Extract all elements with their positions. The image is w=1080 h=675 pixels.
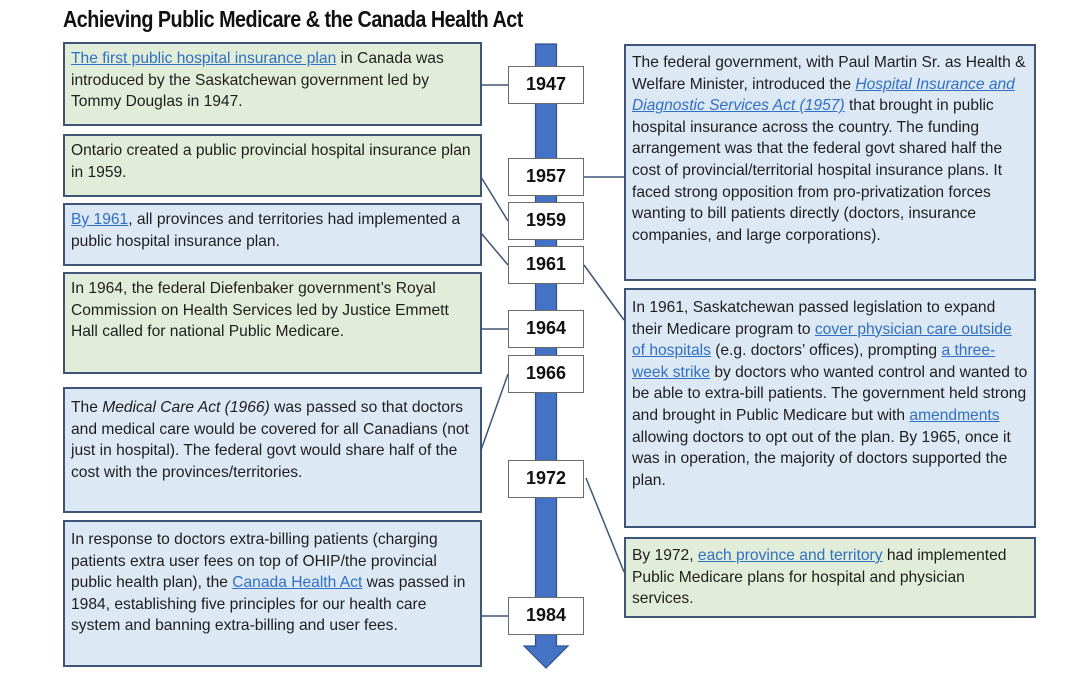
- event-text: that brought in public hospital insurance across the country. The funding arrangement was that the federal govt shared half the cost of provincial/territorial hospital insurance plans. It faced strong opposition from pro-privatization forces wanting to bill patients directly (doctors, insurance companies, and large corporations).: [632, 97, 1003, 244]
- year-marker-1957: 1957: [508, 158, 584, 196]
- event-text: was passed so that doctors and medical care would be covered for all Canadians (not just in hospital). The federal govt would share half of the cost with the provinces/territories.: [71, 399, 469, 481]
- connector-1966: [481, 374, 508, 450]
- event-text: in Canada was introduced by the Saskatchewan government led by Tommy Douglas in 1947.: [71, 50, 444, 111]
- event-text-mid: (e.g. doctors’ offices), prompting: [710, 342, 942, 360]
- event-text-pre: In response to doctors extra-billing patients (charging patients extra user fees on top of OHIP/the provincial public health plan), the: [71, 531, 438, 592]
- link-by-1961[interactable]: By 1961: [71, 211, 129, 228]
- year-marker-1972: 1972: [508, 460, 584, 498]
- connector-1972: [586, 478, 624, 572]
- event-text-pre: By 1972,: [632, 547, 698, 564]
- connector-1959: [481, 177, 508, 221]
- year-marker-1959: 1959: [508, 202, 584, 240]
- event-text-pre: In 1961, Saskatchewan passed legislation to expand their Medicare program to: [632, 299, 996, 338]
- year-marker-1961: 1961: [508, 246, 584, 284]
- link-each-province-and-territory[interactable]: each province and territory: [697, 547, 883, 564]
- link-cover-physician-care[interactable]: cover physician care outside of hospitals: [632, 320, 1012, 360]
- page-title: Achieving Public Medicare & the Canada Health Act: [63, 6, 523, 32]
- medical-care-act-title: Medical Care Act (1966): [102, 399, 270, 416]
- event-text: , all provinces and territories had implemented a public hospital insurance plan.: [71, 211, 461, 250]
- year-marker-1966: 1966: [508, 355, 584, 393]
- event-text-pre: The federal government, with Paul Martin Sr. as Health & Welfare Minister, introduced the: [632, 54, 1026, 93]
- event-text: In 1964, the federal Diefenbaker government’s Royal Commission on Health Services led by Justice Emmett Hall called for national Public Medicare.: [71, 280, 449, 341]
- year-marker-1984: 1984: [508, 597, 584, 635]
- connector-1961-right: [584, 265, 624, 320]
- link-hospital-insurance-act[interactable]: Hospital Insurance and Diagnostic Services Act (1957): [632, 75, 1015, 115]
- event-text: Ontario created a public provincial hospital insurance plan in 1959.: [71, 142, 471, 181]
- event-text-mid: by doctors who wanted control and wanted to be able to extra-bill patients. The government held strong and brought in Public Medicare but with: [632, 363, 1028, 424]
- link-amendments[interactable]: amendments: [909, 406, 1000, 424]
- event-text: allowing doctors to opt out of the plan. By 1965, once it was in operation, the majority of doctors supported the plan.: [632, 428, 1011, 489]
- event-text: had implemented Public Medicare plans for hospital and physician services.: [632, 547, 1007, 608]
- link-first-public-hospital-insurance-plan[interactable]: The first public hospital insurance plan: [71, 50, 337, 67]
- event-text: was passed in 1984, establishing five principles for our health care system and banning extra-billing and user fees.: [71, 574, 466, 635]
- event-text-pre: The: [71, 399, 103, 416]
- connector-1961-left: [481, 233, 508, 265]
- year-marker-1964: 1964: [508, 310, 584, 348]
- link-canada-health-act[interactable]: Canada Health Act: [232, 574, 363, 592]
- year-marker-1947: 1947: [508, 66, 584, 104]
- link-three-week-strike[interactable]: a three-week strike: [632, 342, 996, 381]
